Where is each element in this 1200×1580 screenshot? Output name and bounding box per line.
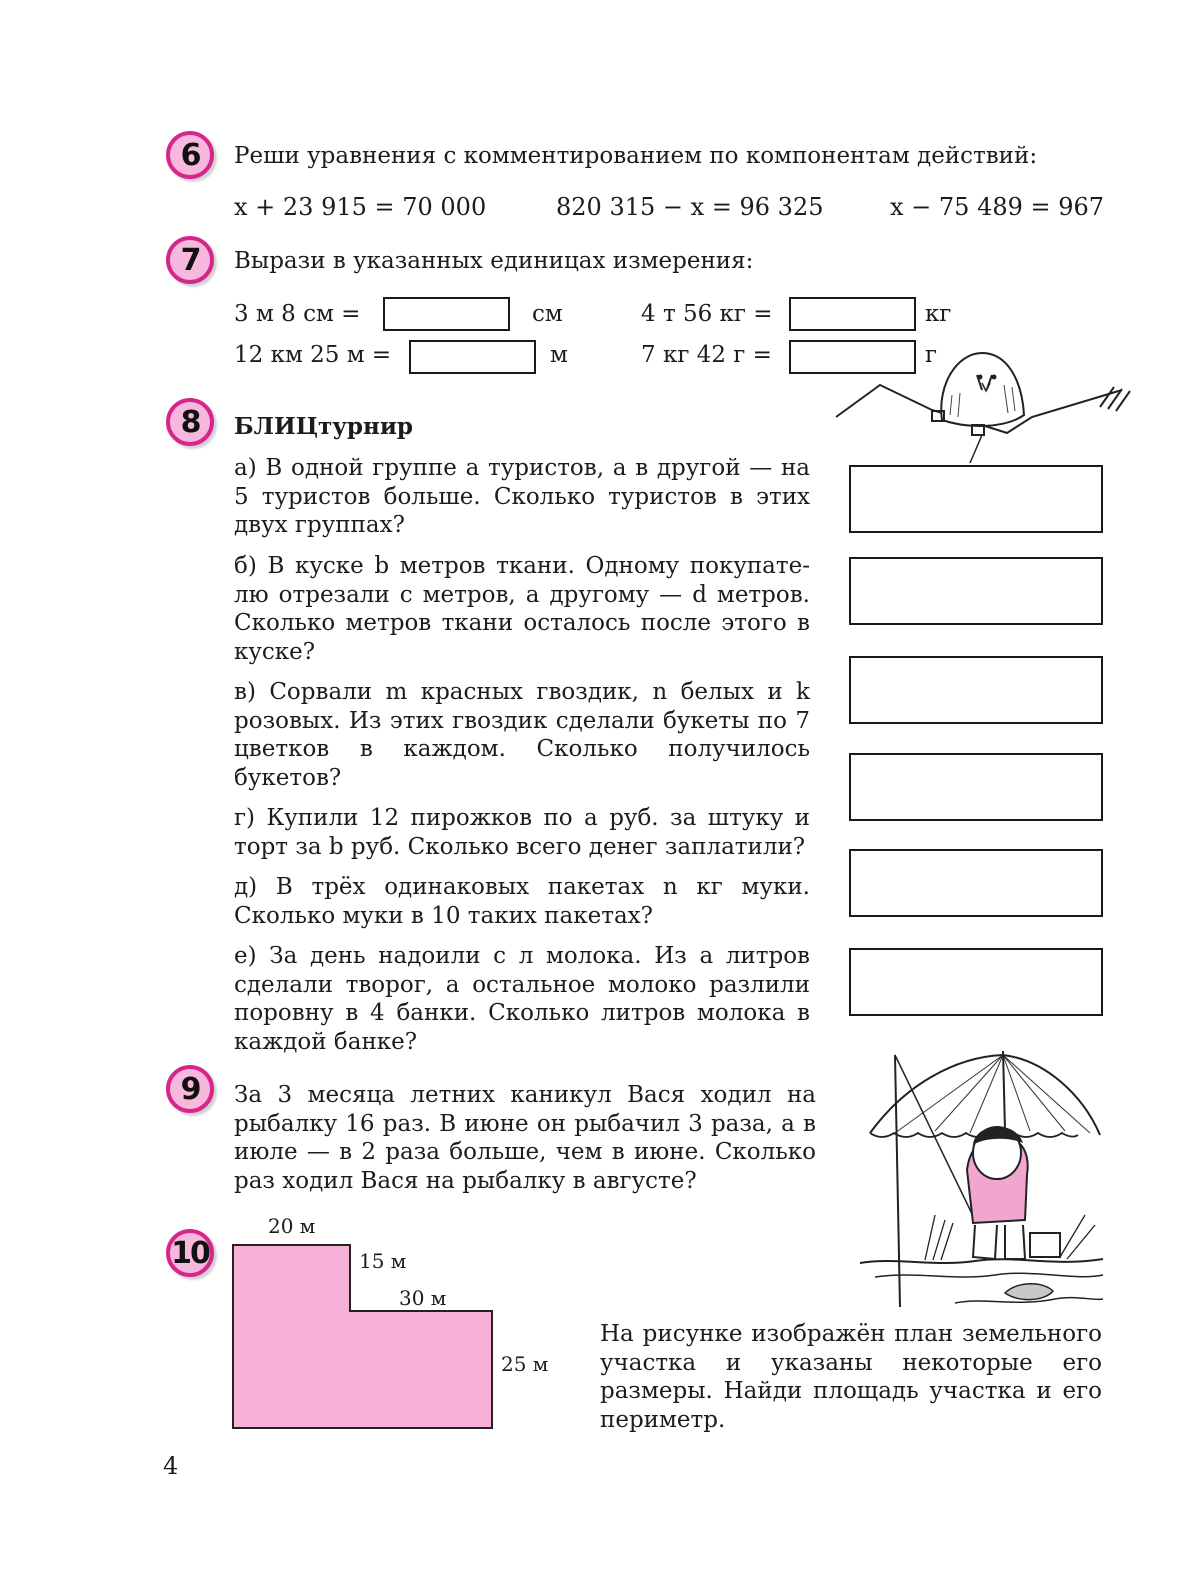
blitz-item-a [234,454,810,540]
task-number: 9 [180,1071,200,1107]
task-9-text: За 3 месяца летних каникул Вася ходил на рыбалку 16 раз. В июне он рыбачил 3 раза, а в июле — в 2 раза больше, чем в июне. Сколько раз ходил Вася на рыбалку в августе? [234,1082,816,1194]
blitz-g-answer-box[interactable] [849,753,1103,821]
owl-illustration-icon [832,345,1132,465]
blitz-a-answer-box[interactable] [849,465,1103,533]
item-label: д) [234,874,258,900]
task-number: 6 [180,137,200,173]
equation-2: 820 315 − x = 96 325 [556,193,824,221]
equation-1: x + 23 915 = 70 000 [234,193,487,221]
item-label: б) [234,553,257,579]
conversion-2-answer-box[interactable] [789,297,916,331]
item-text: Купили 12 пирожков по a руб. за штуку и торт за b руб. Сколько всего денег заплатили? [234,805,810,860]
conversion-1-label: 3 м 8 см = [234,301,361,327]
dim-step-horizontal-label: 30 м [399,1286,447,1310]
conversion-1-unit: см [532,301,563,327]
task-7-badge [166,236,214,284]
blitz-item-g [234,804,810,861]
item-label: г) [234,805,256,831]
item-text: В одной группе a туристов, а в другой — на 5 туристов больше. Сколько туристов в этих двух группах? [234,455,811,538]
dim-step-vertical-label: 15 м [359,1249,407,1273]
blitz-v-answer-box[interactable] [849,656,1103,724]
item-label: а) [234,455,257,481]
task-10-text: На рисунке изображён план земельного участка и указаны некоторые его размеры. Найди площадь участка и его периметр. [600,1321,1102,1433]
blitz-b-answer-box[interactable] [849,557,1103,625]
blitz-d-answer-box[interactable] [849,849,1103,917]
task-8-badge [166,398,214,446]
blitz-e-answer-box[interactable] [849,948,1103,1016]
item-text: За день надоили c л молока. Из a литров сделали творог, а остальное молоко разлили поровну в 4 банки. Сколько литров молока в каждой банке? [234,943,811,1055]
conversion-2-label: 4 т 56 кг = [641,301,773,327]
dim-right-label: 25 м [501,1352,549,1376]
conversion-4-unit: г [925,342,938,368]
task-10-badge [166,1229,214,1277]
blitz-item-d [234,873,810,930]
dim-top-label: 20 м [268,1214,316,1238]
task-6-title: Реши уравнения с комментированием по компонентам действий: [234,143,1038,169]
conversion-4-label: 7 кг 42 г = [641,342,772,368]
task-number: 7 [180,242,200,278]
item-text: Сорвали m красных гвоздик, n белых и k розовых. Из этих гвоздик сделали букеты по 7 цветков в каждом. Сколько получилось букетов? [234,679,810,791]
conversion-3-label: 12 км 25 м = [234,342,392,368]
task-7-title: Вырази в указанных единицах измерения: [234,248,754,274]
equation-3: x − 75 489 = 967 [890,193,1105,221]
task-number: 10 [171,1235,209,1271]
blitz-item-v [234,678,810,792]
item-label: в) [234,679,256,705]
item-text: В куске b метров ткани. Одному покупате-лю отрезали c метров, а другому — d метров. Сколько метров ткани осталось после этого в куске? [234,553,811,665]
fishing-boy-illustration-icon [855,1045,1105,1315]
item-label: е) [234,943,257,969]
task-8-title: БЛИЦтурнир [234,413,413,440]
page-number: 4 [163,1452,179,1480]
blitz-item-b [234,552,810,666]
task-6-badge [166,131,214,179]
blitz-item-e [234,942,810,1056]
item-text: В трёх одинаковых пакетах n кг муки. Сколько муки в 10 таких пакетах? [234,874,810,929]
conversion-2-unit: кг [925,301,952,327]
task-number: 8 [180,404,200,440]
conversion-3-answer-box[interactable] [409,340,536,374]
conversion-1-answer-box[interactable] [383,297,510,331]
task-9-badge [166,1065,214,1113]
conversion-3-unit: м [550,342,568,368]
